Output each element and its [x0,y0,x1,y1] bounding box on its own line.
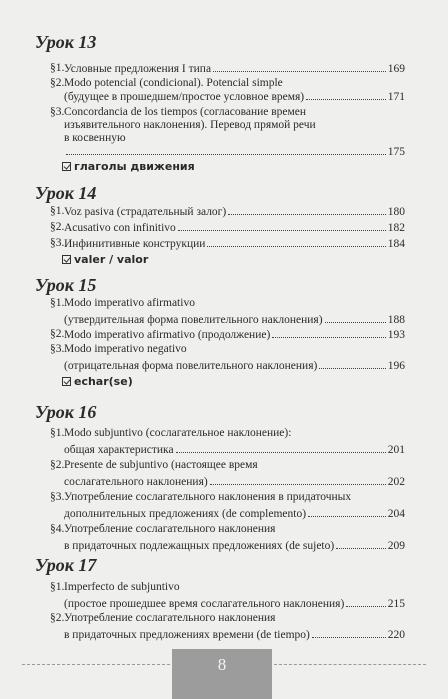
section-number: §3. [50,237,65,249]
dot-leader [207,237,385,247]
entry-title: (будущее в прошедшем/простое условное время) [64,91,305,103]
lesson-title: Урок 17 [35,555,97,575]
page-number: 8 [172,649,272,699]
page-ref: 182 [387,222,405,234]
page-ref: 180 [387,206,405,218]
entry-line: в косвенную [64,132,126,144]
entry-title: Modo imperativo afirmativo (продолжение) [64,329,271,341]
section-number: §3. [50,106,65,118]
dot-leader [306,90,386,100]
vocab-tag [62,160,195,173]
page-ref: 204 [387,508,405,520]
dot-leader [308,507,386,517]
dot-leader [272,328,385,338]
section-number: §2. [50,221,65,233]
page-ref: 209 [387,540,405,552]
dot-leader [336,539,386,549]
dot-leader [178,221,386,231]
section-number: §3. [50,343,65,355]
entry-line: Modo potencial (condicional). Potencial simple [64,77,283,89]
vocab-tag-text: глаголы движения [74,160,195,173]
entry-title: (утвердительная форма повелительного наклонения) [64,314,323,326]
page-ref: 188 [387,314,405,326]
dot-leader [346,597,385,607]
dot-leader [176,443,386,453]
page-ref: 215 [387,598,405,610]
entry-title: Voz pasiva (страдательный залог) [64,206,227,218]
entry-line: Modo imperativo negativo [64,343,187,355]
section-number: §2. [50,459,65,471]
entry-line: Imperfecto de subjuntivo [64,581,180,593]
section-number: §1. [50,581,65,593]
dot-leader [319,359,385,369]
page-ref: 196 [387,360,405,372]
dot-leader [228,205,386,215]
entry-line: Modo subjuntivo (сослагательное наклонение): [64,427,292,439]
vocab-tag [62,253,148,266]
vocab-tag-text: echar(se) [74,375,133,388]
section-number: §2. [50,612,65,624]
page-ref: 171 [387,91,405,103]
entry-title: в придаточных подлежащных предложениях (de sujeto) [64,540,335,552]
section-number: §1. [50,205,65,217]
entry-title: сослагательного наклонения) [64,476,208,488]
dot-leader [312,628,386,638]
vocab-tag [62,375,133,388]
page-ref: 193 [387,329,405,341]
entry-line: изъявительного наклонения). Перевод прямой речи [64,119,316,131]
entry-line: Modo imperativo afirmativo [64,297,195,309]
entry-line: Употребление сослагательного наклонения [64,523,276,535]
entry-line: Употребление сослагательного наклонения в придаточных [64,491,352,503]
page-ref: 201 [387,444,405,456]
page-ref: 169 [387,63,405,75]
page-ref: 184 [387,238,405,250]
entry-line: Употребление сослагательного наклонения [64,612,276,624]
dot-leader [210,475,386,485]
checkbox-icon [62,377,71,386]
section-number: §2. [50,77,65,89]
lesson-title: Урок 14 [35,183,97,203]
lesson-title: Урок 15 [35,275,97,295]
footer-rule-right [274,664,426,665]
footer-rule-left [22,664,170,665]
page-ref: 220 [387,629,405,641]
entry-title: дополнительных предложениях (de complemento) [64,508,307,520]
dot-leader [325,313,386,323]
checkbox-icon [62,255,71,264]
dot-leader [213,62,386,72]
page-ref: 175 [387,146,405,158]
section-number: §3. [50,491,65,503]
entry-title: в придаточных предложениях времени (de tiempo) [64,629,310,641]
lesson-title: Урок 13 [35,32,97,52]
checkbox-icon [62,162,71,171]
dot-leader [66,145,386,155]
entry-title: Acusativo con infinitivo [64,222,176,234]
vocab-tag-text: valer / valor [74,253,149,266]
section-number: §1. [50,297,65,309]
lesson-title: Урок 16 [35,402,97,422]
section-number: §1. [50,62,65,74]
page-ref: 202 [387,476,405,488]
section-number: §1. [50,427,65,439]
section-number: §2. [50,328,65,340]
entry-title: Условные предложения I типа [64,63,212,75]
entry-title: (отрицательная форма повелительного наклонения) [64,360,318,372]
section-number: §4. [50,523,65,535]
entry-title: (простое прошедшее время сослагательного наклонения) [64,598,345,610]
entry-line: Presente de subjuntivo (настоящее время [64,459,258,471]
entry-title: Инфинитивные конструкции [64,238,206,250]
entry-title: общая характеристика [64,444,174,456]
entry-line: Concordancia de los tiempos (согласование времен [64,106,307,118]
